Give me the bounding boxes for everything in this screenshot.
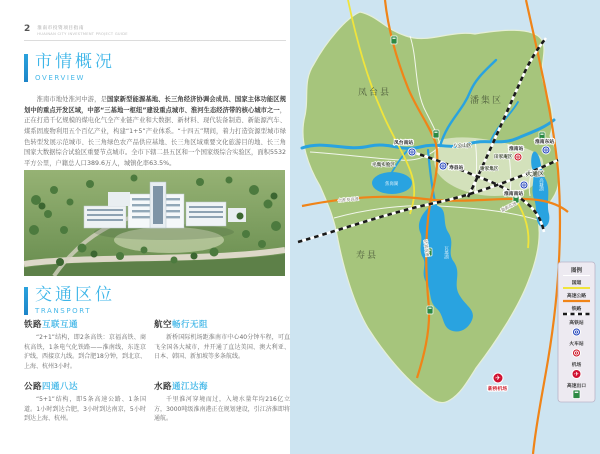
hsr-station-icon [542, 146, 550, 154]
overview-paragraph-start: 淮南市地处淮河中游，是 [36, 96, 107, 104]
overview-subtitle: OVERVIEW [35, 73, 86, 82]
tianjiaan-label: 田家庵区 [494, 155, 513, 160]
rail-label-accent: 互联互通 [42, 320, 79, 330]
airport-legend-icon [572, 370, 581, 379]
header-title-cn: 淮南市投资项目指南 [37, 26, 85, 31]
campus-photo-illustration [24, 170, 285, 276]
rail-body: “2+1”结构，即2条高铁：京福高铁、商杭高铁，1条电气化铁路——淮南线，东连京沪线，西接京九线。到合肥18分钟，到北京、上海、杭州3小时。 [24, 334, 146, 371]
header-title-en: HUAINAN CITY INVESTMENT PROJECT GUIDE [37, 32, 128, 36]
water-label-accent: 通江达海 [172, 381, 209, 392]
air-label-accent: 畅行无阻 [172, 320, 209, 330]
huainannan-station-label: 淮南南站 [504, 192, 524, 197]
transport-item-rail [24, 318, 146, 372]
svg-text:✈: ✈ [573, 371, 580, 378]
transport-subtitle: TRANSPORT [35, 306, 92, 315]
map-legend [558, 262, 595, 402]
jiaogang-lake-label: 焦岗湖 [385, 182, 399, 187]
xinqiao-airport-label: 新桥机场 [488, 387, 508, 392]
hsr-station-icon [439, 162, 447, 170]
heading-accent-bar [24, 287, 28, 315]
map-panel [290, 0, 600, 454]
chuxin-expressway-label: 滁新高速 [500, 200, 518, 213]
legend-label-hsr-station: 高铁站 [569, 321, 584, 326]
jiqi-expressway-label: 济祁高速 [423, 239, 431, 257]
overview-paragraph [24, 95, 286, 169]
shouxian-station-label: 寿县站 [449, 166, 464, 171]
legend-label-railway: 铁路 [571, 307, 582, 312]
highway-exit-legend-icon [573, 390, 580, 399]
overview-paragraph-rest: ，正在打造千亿规模的煤电化气全产业链产业和大数据、新材料、现代装备制造、新能源汽车、煤系固废物利用五个百亿产业，构建“1+5”产业体系。“十四五”期间，着力打造资源型城市绿色转型发展示范城市、长三角绿色农产品供应基地、长三角区域重要文化旅游目的地、长三角国家大数据综合试验区重要节点城市。全市下辖二县五区和一个国家级综合实验区，面积5532平方公里，户籍总人口389.6万人，城镇化率63.5%。 [24, 106, 286, 167]
xiejiaji-label: 谢家集区 [480, 167, 499, 172]
legend-label-highway: 高速公路 [566, 294, 587, 299]
maoji-area-label: 毛集实验区 [372, 163, 395, 168]
transport-item-water [154, 380, 290, 424]
road-body: “5+1”结构，即5条高速公路、1条国道。1小时到达合肥，3小时到达南京，5小时到达上海、杭州。 [24, 395, 146, 423]
hsr-station-icon [408, 148, 416, 156]
hsr-station-legend-icon [573, 328, 581, 336]
shouxian-county-label: 寿县 [356, 251, 379, 261]
fengtai-county-label: 凤台县 [358, 88, 392, 98]
rail-station-legend-icon [573, 349, 581, 357]
transport-section-heading [24, 287, 115, 315]
fengtainan-station-label: 凤台南站 [394, 141, 414, 146]
rail-station-icon [514, 153, 522, 161]
page-header-text [37, 25, 128, 36]
airport-icon [493, 373, 503, 383]
page-number: 2 [24, 24, 31, 34]
datong-label: 大通区 [526, 171, 545, 178]
air-body: 新桥国际机场距淮南市中心40分钟车程，可直飞全国各大城市，并开通了直达美国、澳大利亚、日本、韩国、新加坡等多条航线。 [154, 334, 290, 361]
water-label: 水路 [154, 381, 173, 392]
legend-label-highway-exit: 高速出口 [566, 384, 587, 389]
legend-title: 图例 [570, 268, 583, 274]
huainan-district-map [290, 0, 600, 454]
overview-paragraph-bold: 国家新型能源基地、长三角经济协调会成员、国家主体功能区规划中的重点开发区域，中部“三基地一枢纽”建设重点城市、淮河生态经济带的核心城市之一 [24, 96, 287, 114]
page-header [24, 25, 286, 41]
transport-item-road [24, 380, 146, 424]
hsr-station-icon [520, 181, 528, 189]
transport-title: 交通区位 [35, 285, 115, 305]
transport-grid [24, 318, 290, 424]
huainandong-station-label: 淮南东站 [535, 140, 555, 145]
svg-text:✈: ✈ [495, 374, 501, 382]
bagongshan-label: 八公山区 [453, 144, 472, 149]
gaotang-lake-label: 高塘湖 [538, 178, 544, 192]
overview-section-heading [24, 54, 115, 82]
huainan-station-label: 淮南站 [509, 147, 524, 152]
hehuaifu-expressway-label: 合淮阜高速 [337, 196, 359, 203]
water-body: 千里淮河穿境而过，入境水量年均216亿立方，3000吨级淮南港正在规划建设，引江济淮即将通航。 [154, 395, 290, 423]
air-label: 航空 [154, 320, 173, 330]
overview-title: 市情概况 [35, 52, 115, 72]
wabu-lake-label: 瓦埠湖 [443, 246, 449, 260]
heading-accent-bar [24, 54, 28, 82]
campus-aerial-photo [24, 170, 285, 276]
rail-label: 铁路 [24, 320, 43, 330]
legend-label-national-road: 国道 [571, 281, 582, 286]
legend-label-airport: 机场 [571, 363, 582, 368]
legend-label-rail-station: 火车站 [569, 342, 584, 347]
road-label-accent: 四通八达 [42, 381, 79, 392]
road-label: 公路 [24, 381, 43, 392]
transport-item-air [154, 318, 290, 372]
panji-district-label: 潘集区 [470, 96, 504, 106]
